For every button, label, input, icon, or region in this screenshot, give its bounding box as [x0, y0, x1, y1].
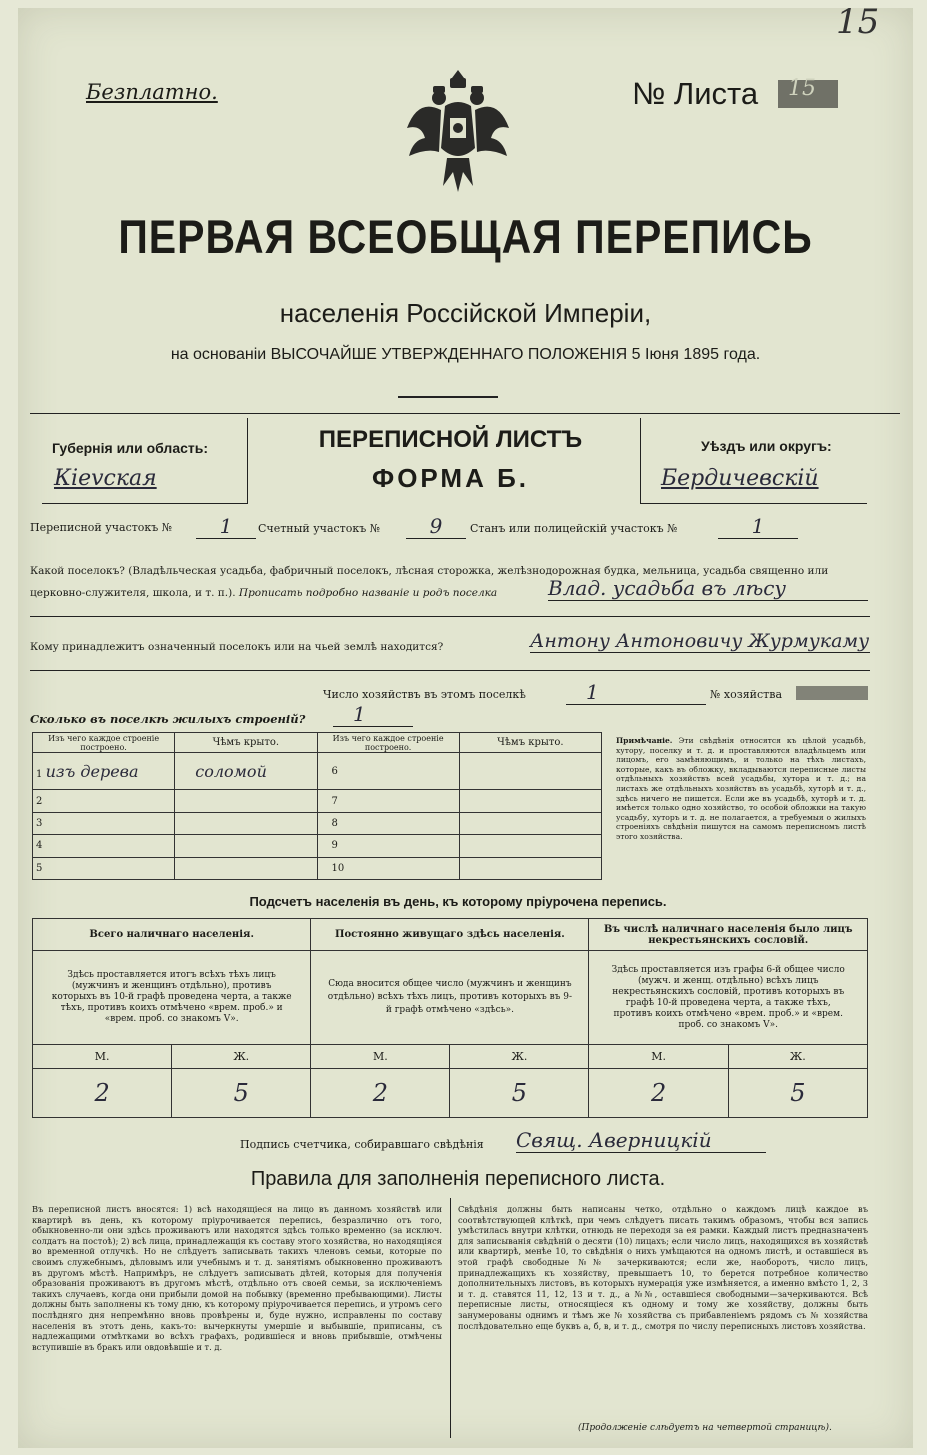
- district-value: Бердичевскій: [661, 466, 819, 491]
- permanent-desc: Сюда вносится общее число (мужчинъ и женщинъ отдѣльно) всѣхъ тѣхъ лицъ, противъ которыхъ въ 9-й графѣ отмѣчено «здѣсь».: [311, 951, 589, 1045]
- household-no-label: № хозяйства: [710, 688, 782, 701]
- building-row-5: [33, 857, 602, 879]
- double-headed-eagle-emblem: [403, 68, 513, 198]
- building-row-4: [33, 835, 602, 857]
- rules-title: Правила для заполненія переписного листа.: [250, 1168, 666, 1190]
- material-header: Изъ чего каждое строеніе построено.: [33, 733, 175, 753]
- corner-page-number: 15: [836, 2, 880, 42]
- material-value: изъ дерева: [45, 761, 139, 781]
- note: [616, 736, 866, 842]
- permanent-female-value: 5: [450, 1068, 589, 1117]
- row-number: 6: [317, 753, 459, 790]
- row-number: 4: [33, 835, 175, 857]
- non-peasant-header: Въ числѣ наличнаго населенія было лицъ некрестьянскихъ сословій.: [589, 919, 868, 951]
- signature-value: Свящ. Аверницкій: [516, 1128, 766, 1153]
- row-number: 9: [317, 835, 459, 857]
- roof-cell: [459, 753, 601, 790]
- total-female-value: 5: [172, 1068, 311, 1117]
- building-row-3: [33, 812, 602, 834]
- district-box: [640, 418, 867, 504]
- building-row-2: [33, 790, 602, 812]
- roof-cell: [175, 812, 317, 834]
- population-table: [32, 918, 868, 1118]
- province-label: Губернія или область:: [52, 440, 209, 456]
- roof-value: соломой: [175, 753, 317, 790]
- population-heading: Подсчетъ населенія въ день, къ которому пріурочена перепись.: [249, 894, 667, 909]
- total-present-header: Всего наличнаго населенія.: [33, 919, 311, 951]
- total-present-desc: Здѣсь проставляется итогъ всѣхъ тѣхъ лицъ (мужчинъ и женщинъ отдѣльно), противъ которыхъ въ 10-й графѣ проведена черта, а также тѣхъ, противъ коихъ отмѣчено «врем. проб.» и «врем. проб. со знакомъ V».: [33, 951, 311, 1045]
- header-divider: [398, 396, 498, 398]
- counting-district-value: 9: [406, 514, 466, 539]
- row-number: 10: [317, 857, 459, 879]
- male-label: М.: [589, 1045, 728, 1069]
- building-row-1: [33, 753, 602, 790]
- census-district-value: 1: [196, 514, 256, 539]
- form-label: ФОРМА Б.: [372, 463, 529, 493]
- rules-left-column: Въ переписной листъ вносятся: 1) всѣ находящіеся на лицо въ данномъ хозяйствѣ или квартирѣ въ день, къ которому пріурочивается перепись, безразлично отъ того, обыкновенно-ли они здѣсь проживаютъ или находятся здѣсь только временно (за исключ. солдатъ на постоѣ); 2) всѣ лица, принадлежащія къ составу этого хозяйства, но находящіяся во временной отлучкѣ. Но не слѣдуетъ записывать такихъ членовъ семьи, которые по своимъ служебнымъ, дѣловымъ или учебнымъ и т. д. занятіямъ обыкновенно проживаютъ въ другомъ мѣстѣ. Напримѣръ, не слѣдуетъ записывать дѣтей, которыя для полученія образованія проживаютъ въ другомъ мѣстѣ, отдѣльно отъ своей семьи, за исключеніемъ такихъ случаевъ, когда они прибыли домой на побывку (временно пребывающими). Листы должны быть заполнены къ тому дню, къ которому пріурочивается перепись, и утромъ сего послѣдняго дня непремѣнно вновь провѣрены и, буде нужно, исправлены по составу населенія въ этотъ день, какъ-то: вычеркнуты умершіе и выбывшіе, приписаны, съ надлежащими отмѣтками во всѣхъ графахъ, родившіеся и вновь прибывшіе, отмѣчены вступившіе въ бракъ или овдовѣвшіе и т. д.: [32, 1204, 442, 1352]
- roof-header-2: Чѣмъ крыто.: [459, 733, 601, 753]
- households-label: Число хозяйствъ въ этомъ поселкѣ: [323, 688, 526, 701]
- owner-extra-line: [30, 670, 870, 671]
- roof-cell: [175, 835, 317, 857]
- roof-cell: [459, 790, 601, 812]
- settlement-hint: (Владѣльческая усадьба, фабричный поселокъ, лѣсная сторожка, желѣзнодорожная будка, мельница, усадьба священно или церковно-служителя, школа, и т. п.).: [30, 565, 829, 599]
- free-label: Безплатно.: [86, 80, 218, 104]
- buildings-value: 1: [333, 702, 413, 727]
- station-value: 1: [718, 514, 798, 539]
- settlement-label: Какой поселокъ?: [30, 565, 125, 577]
- province-box: [42, 418, 248, 504]
- roof-cell: [175, 790, 317, 812]
- male-label: М.: [311, 1045, 450, 1069]
- male-label: М.: [33, 1045, 172, 1069]
- census-sheet: [18, 2, 913, 1448]
- female-label: Ж.: [728, 1045, 867, 1069]
- row-number: 3: [33, 812, 175, 834]
- buildings-label: Сколько въ поселкѣ жилыхъ строеній?: [30, 712, 306, 726]
- rules-divider: [450, 1198, 451, 1438]
- row-number: 7: [317, 790, 459, 812]
- roof-cell: [459, 857, 601, 879]
- signature-label: Подпись счетчика, собиравшаго свѣдѣнія: [240, 1138, 484, 1151]
- permanent-header: Постоянно живущаго здѣсь населенія.: [311, 919, 589, 951]
- rules-continued: (Продолженіе слѣдуетъ на четвертой страницѣ).: [578, 1423, 832, 1433]
- form-top-rule: [30, 413, 900, 414]
- settlement-hint-2: Прописать подробно названіе и родъ поселка: [238, 587, 498, 599]
- household-no-stamp: [796, 686, 868, 700]
- census-subtitle: населенія Россійской Имперіи,: [279, 298, 652, 328]
- note-text: Эти свѣдѣнія относятся къ цѣлой усадьбѣ, хутору, поселку и т. д. и проставляются владѣльцемъ или лицомъ, его замѣняющимъ, и только на тѣхъ листахъ, которые, какъ въ обложку, вкладываются переписные листы отдѣльныхъ хозяйствъ всей усадьбы, хутора и т. д.; на листахъ же отдѣльныхъ хозяйствъ въ усадьбѣ, хуторѣ и т. д., здѣсь ничего не пишется. Если же въ усадьбѣ, хуторѣ и т. д. имѣется только одно хозяйство, то особой обложки на такую усадьбу, хуторъ и т. д. не полагается, а требуемыя о жилыхъ строеніяхъ свѣдѣнія пишутся на самомъ переписномъ листѣ этого хозяйства.: [616, 736, 866, 841]
- permanent-male-value: 2: [311, 1068, 450, 1117]
- female-label: Ж.: [172, 1045, 311, 1069]
- settlement-value: Влад. усадьба въ лѣсу: [548, 576, 868, 601]
- row-number: 2: [33, 790, 175, 812]
- counting-district-label: Счетный участокъ №: [258, 522, 381, 535]
- census-district-label: Переписной участокъ №: [30, 521, 173, 534]
- roof-cell: [459, 812, 601, 834]
- roof-cell: [175, 857, 317, 879]
- row-number: 8: [317, 812, 459, 834]
- owner-label: Кому принадлежитъ означенный поселокъ или на чьей землѣ находится?: [30, 641, 444, 653]
- female-label: Ж.: [450, 1045, 589, 1069]
- row-number: 5: [33, 857, 175, 879]
- non-peasant-female-value: 5: [728, 1068, 867, 1117]
- non-peasant-male-value: 2: [589, 1068, 728, 1117]
- row-number: 1: [36, 768, 43, 780]
- roof-cell: [459, 835, 601, 857]
- total-male-value: 2: [33, 1068, 172, 1117]
- owner-value: Антону Антоновичу Журмукаму: [530, 630, 870, 652]
- station-label: Станъ или полицейскій участокъ №: [470, 522, 678, 535]
- buildings-table: [32, 732, 602, 880]
- census-basis: на основаніи ВЫСОЧАЙШЕ УТВЕРЖДЕННАГО ПОЛОЖЕНІЯ 5 Іюня 1895 года.: [170, 346, 761, 363]
- province-value: Кievская: [54, 466, 157, 491]
- roof-header: Чѣмъ крыто.: [175, 733, 317, 753]
- sheet-title: ПЕРЕПИСНОЙ ЛИСТЪ: [318, 426, 583, 453]
- settlement-extra-line: [30, 616, 870, 617]
- note-title: Примѣчаніе.: [616, 736, 673, 745]
- sheet-number-value: 15: [788, 76, 816, 101]
- district-label: Уѣздъ или округъ:: [701, 438, 832, 454]
- sheet-number-label: № Листа: [632, 76, 759, 111]
- rules-right-column: Свѣдѣнія должны быть написаны четко, отдѣльно о каждомъ лицѣ каждое въ соотвѣтствующей клѣткѣ, при чемъ слѣдуетъ писать такимъ образомъ, чтобы вся запись умѣстилась внутри клѣтки, отнюдь не переходя за ея рамки. Каждый листъ предназначенъ для записыванія свѣдѣній о десяти (10) лицахъ; если число лицъ, находящихся въ хозяйствѣ или квартирѣ, менѣе 10, то свѣдѣнія о нихъ умѣщаются на одномъ листѣ, и оставшіеся въ этой графѣ свободные №№ зачеркиваются; если же, наоборотъ, число лицъ, принадлежащихъ къ хозяйству, превышаетъ 10, то берется потребное количество дополнительныхъ листовъ, въ которыхъ нумерація уже измѣняется, а именно вмѣсто 1, 2, 3 и т. д. ставятся 11, 12, 13 и т. д., а №№, оставшіеся свободными—зачеркиваются. Всѣ переписные листы, относящіеся къ одному и тому же хозяйству, должны быть занумерованы однимъ и тѣмъ же № хозяйства съ прибавленіемъ рядомъ съ № хозяйства послѣдовательно еще буквъ а, б, в, и т. д., смотря по числу переписныхъ листовъ хозяйства.: [458, 1204, 868, 1331]
- non-peasant-desc: Здѣсь проставляется изъ графы 6-й общее число (мужч. и женщ. отдѣльно) всѣхъ лицъ некрестьянскихъ сословій, противъ которыхъ въ графѣ 10-й проведена черта, а также тѣхъ, противъ коихъ отмѣчено «врем. проб.» и «врем. проб. со знакомъ V».: [589, 951, 868, 1045]
- census-title: ПЕРВАЯ ВСЕОБЩАЯ ПЕРЕПИСЬ: [118, 210, 813, 264]
- households-value: 1: [566, 680, 706, 705]
- material-header-2: Изъ чего каждое строеніе построено.: [317, 733, 459, 753]
